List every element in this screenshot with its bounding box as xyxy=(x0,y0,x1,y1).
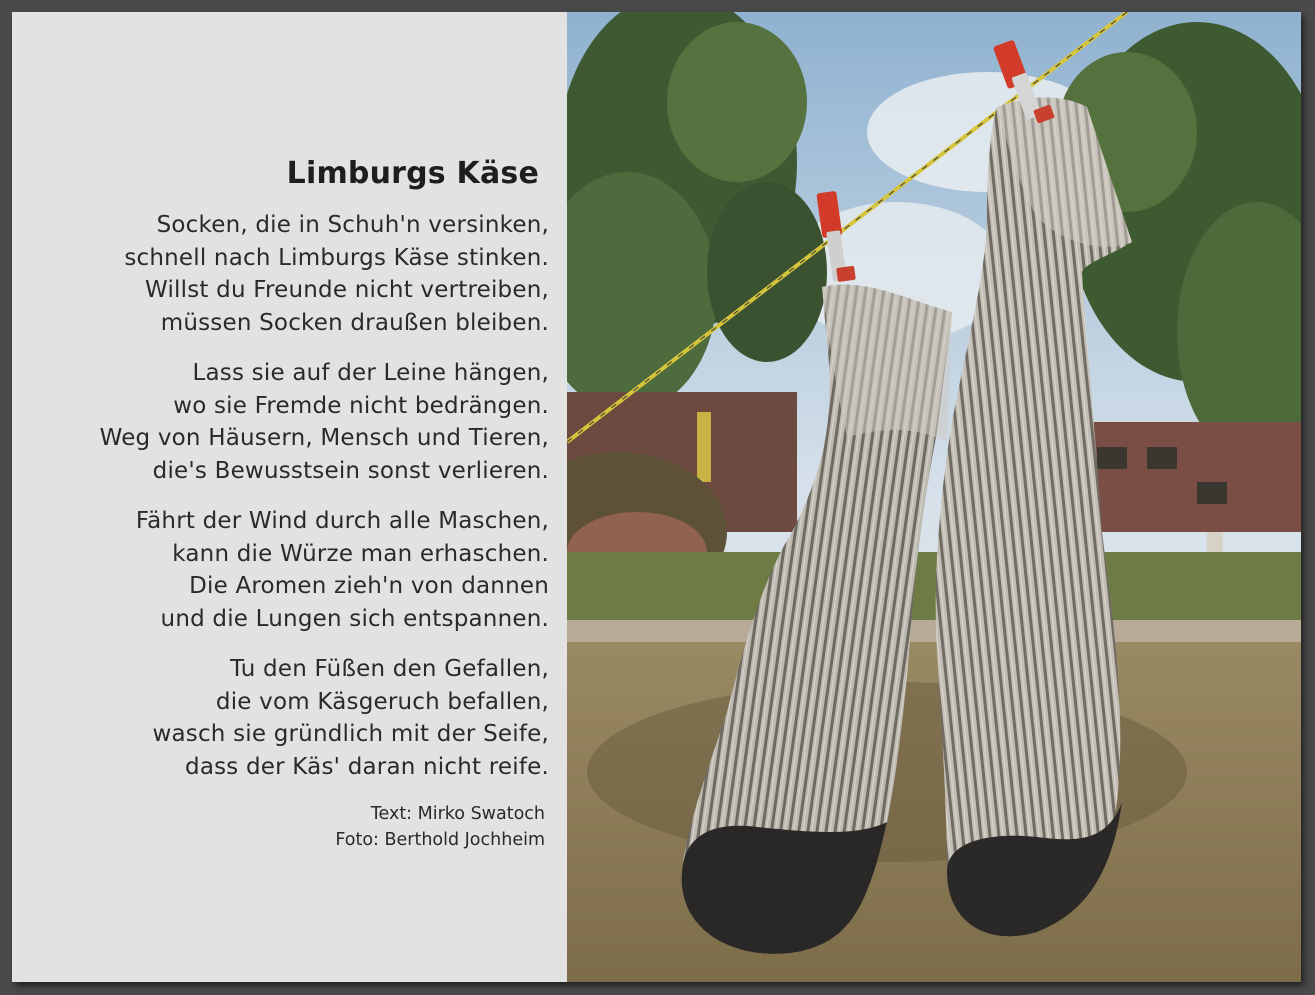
poem-line: wasch sie gründlich mit der Seife, xyxy=(152,721,549,747)
stanza-1 xyxy=(29,209,549,339)
poem-line: wo sie Fremde nicht bedrängen. xyxy=(173,392,549,419)
poem-line: dass der Käs' daran nicht reife. xyxy=(185,753,549,780)
text-panel xyxy=(12,12,567,982)
poem-line: und die Lungen sich entspannen. xyxy=(160,605,549,632)
poem-line: die's Bewusstsein sonst verlieren. xyxy=(152,457,549,484)
poem-block xyxy=(29,156,549,853)
poem-line: Socken, die in Schuh'n versinken, xyxy=(156,212,549,238)
stanza-4 xyxy=(29,653,549,783)
photo-credit: Foto: Berthold Jochheim xyxy=(335,830,545,850)
poem-line: Weg von Häusern, Mensch und Tieren, xyxy=(99,425,549,451)
poem-line: Tu den Füßen den Gefallen, xyxy=(230,656,549,682)
poem-card xyxy=(12,12,1301,982)
poem-line: Willst du Freunde nicht vertreiben, xyxy=(145,277,549,303)
poem-title: Limburgs Käse xyxy=(286,156,539,191)
poem-line: müssen Socken draußen bleiben. xyxy=(160,309,549,336)
poem-line: die vom Käsgeruch befallen, xyxy=(215,688,549,715)
sock-photo xyxy=(567,12,1301,982)
poem-line: Die Aromen zieh'n von dannen xyxy=(189,573,549,599)
text-credit: Text: Mirko Swatoch xyxy=(370,804,545,824)
credits xyxy=(29,801,549,853)
poem-line: kann die Würze man erhaschen. xyxy=(172,540,549,567)
poem-line: Fährt der Wind durch alle Maschen, xyxy=(135,508,549,534)
poem-line: Lass sie auf der Leine hängen, xyxy=(192,360,549,386)
stanza-2 xyxy=(29,357,549,487)
poem-line: schnell nach Limburgs Käse stinken. xyxy=(124,244,549,271)
stanza-3 xyxy=(29,505,549,635)
